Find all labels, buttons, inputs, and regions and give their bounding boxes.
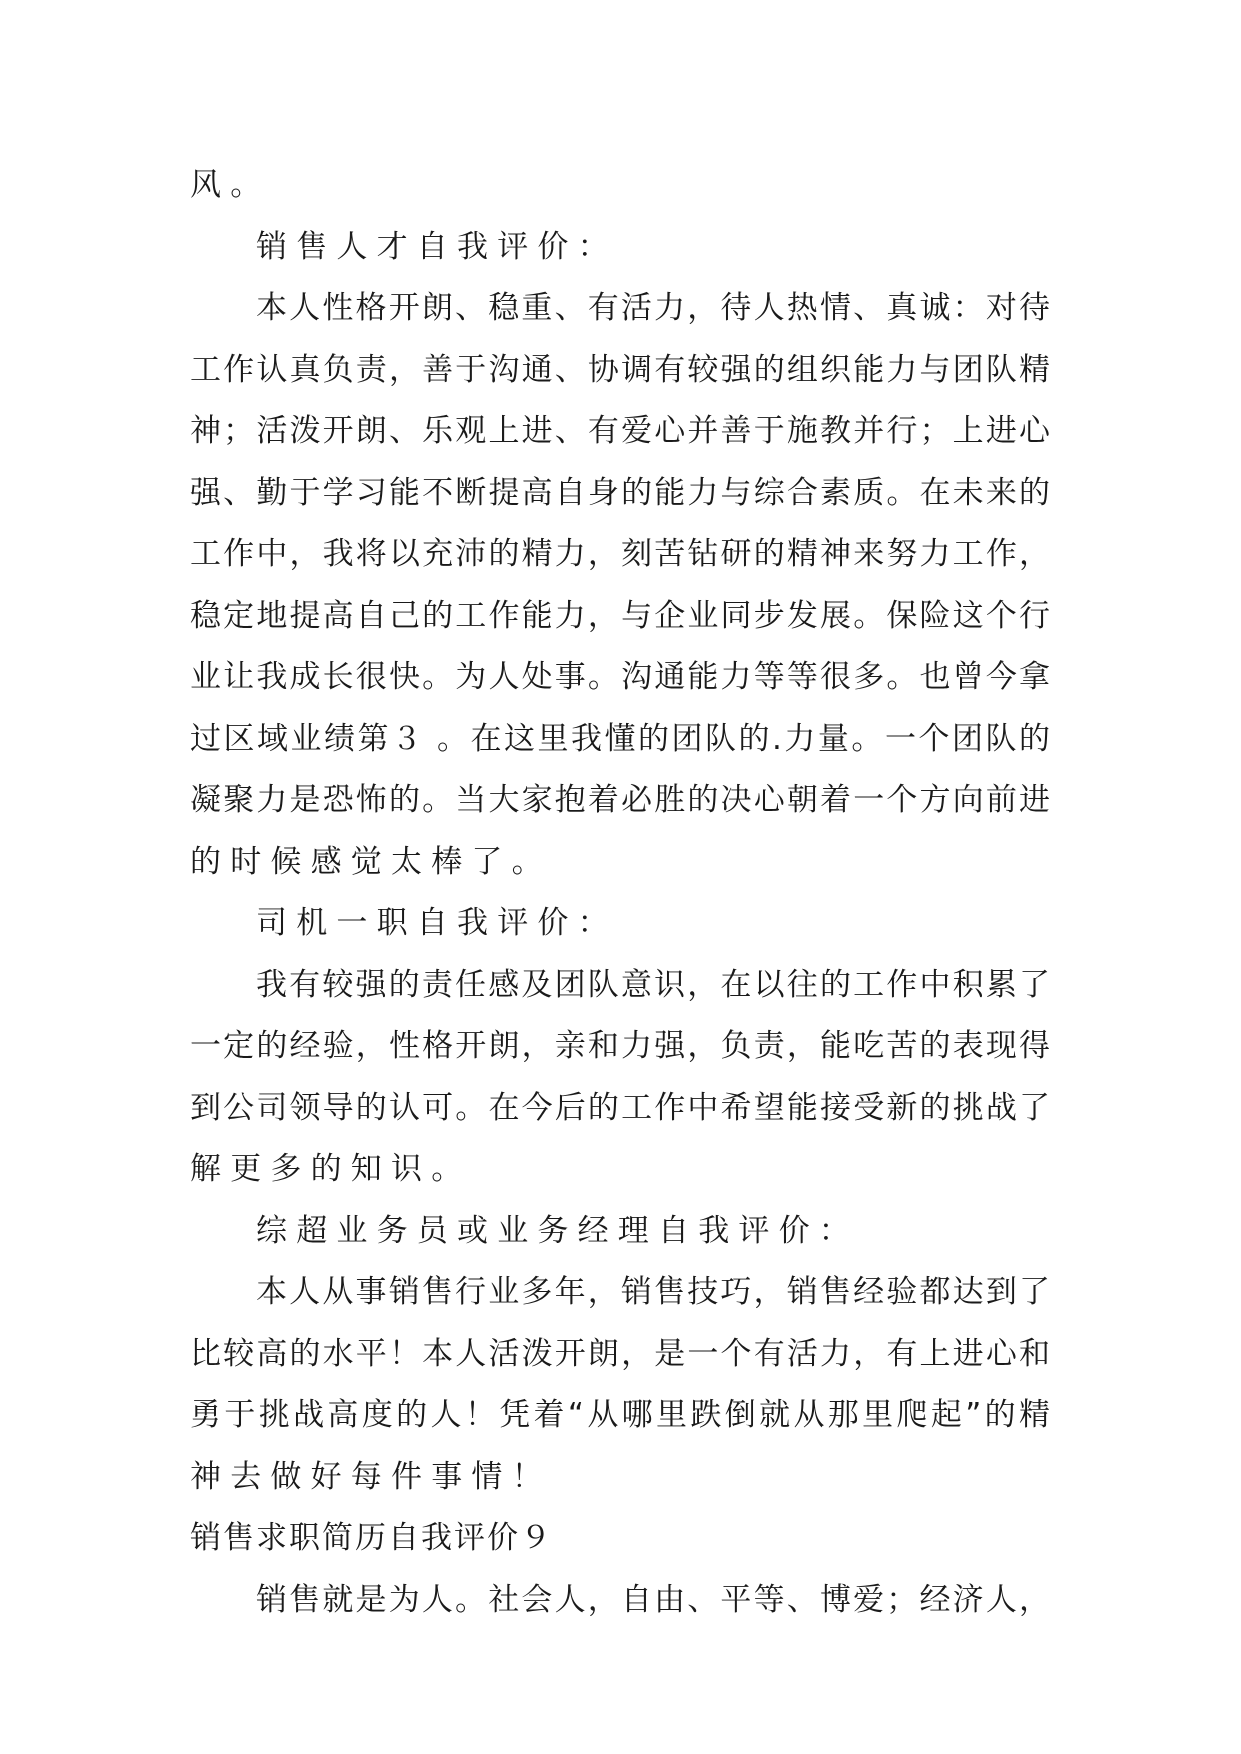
- document-body: [190, 155, 1050, 1631]
- paragraph-line: 工作中，我将以充沛的精力，刻苦钻研的精神来努力工作，: [190, 536, 1050, 572]
- section-heading-sales-talent: 销售人才自我评价：: [256, 228, 618, 265]
- paragraph-line: 神；活泼开朗、乐观上进、有爱心并善于施教并行；上进心: [190, 413, 1050, 449]
- paragraph-line: 凝聚力是恐怖的。当大家抱着必胜的决心朝着一个方向前进: [190, 782, 1050, 818]
- section-title-sales-resume-9: 销售求职简历自我评价９: [190, 1520, 553, 1556]
- paragraph-line: 一定的经验，性格开朗，亲和力强，负责，能吃苦的表现得: [190, 1028, 1050, 1064]
- paragraph-line: 工作认真负责，善于沟通、协调有较强的组织能力与团队精: [190, 351, 1050, 388]
- paragraph-line: 勇于挑战高度的人！凭着“从哪里跌倒就从那里爬起”的精: [190, 1397, 1050, 1433]
- section-heading-salesperson-manager: 综超业务员或业务经理自我评价：: [256, 1212, 859, 1249]
- paragraph-line: 业让我成长很快。为人处事。沟通能力等等很多。也曾今拿: [190, 659, 1050, 695]
- paragraph-continuation-line: 风。: [190, 167, 271, 203]
- paragraph-line: 稳定地提高自己的工作能力，与企业同步发展。保险这个行: [190, 597, 1050, 634]
- paragraph-line: 解更多的知识。: [190, 1151, 472, 1187]
- paragraph-line: 的时候感觉太棒了。: [190, 843, 552, 880]
- paragraph-line: 神去做好每件事情！: [190, 1458, 552, 1495]
- section-heading-driver: 司机一职自我评价：: [256, 905, 618, 941]
- paragraph-line: 我有较强的责任感及团队意识，在以往的工作中积累了: [256, 966, 1050, 1003]
- paragraph-line: 到公司领导的认可。在今后的工作中希望能接受新的挑战了: [190, 1089, 1050, 1126]
- paragraph-line: 销售就是为人。社会人，自由、平等、博爱；经济人，: [256, 1581, 1050, 1618]
- paragraph-line: 本人从事销售行业多年，销售技巧，销售经验都达到了: [256, 1274, 1050, 1310]
- paragraph-line: 过区域业绩第３ 。在这里我懂的团队的.力量。一个团队的: [190, 720, 1050, 757]
- paragraph-line: 强、勤于学习能不断提高自身的能力与综合素质。在未来的: [190, 474, 1050, 511]
- paragraph-line: 本人性格开朗、稳重、有活力，待人热情、真诚：对待: [256, 290, 1050, 326]
- paragraph-line: 比较高的水平！本人活泼开朗，是一个有活力，有上进心和: [190, 1335, 1050, 1372]
